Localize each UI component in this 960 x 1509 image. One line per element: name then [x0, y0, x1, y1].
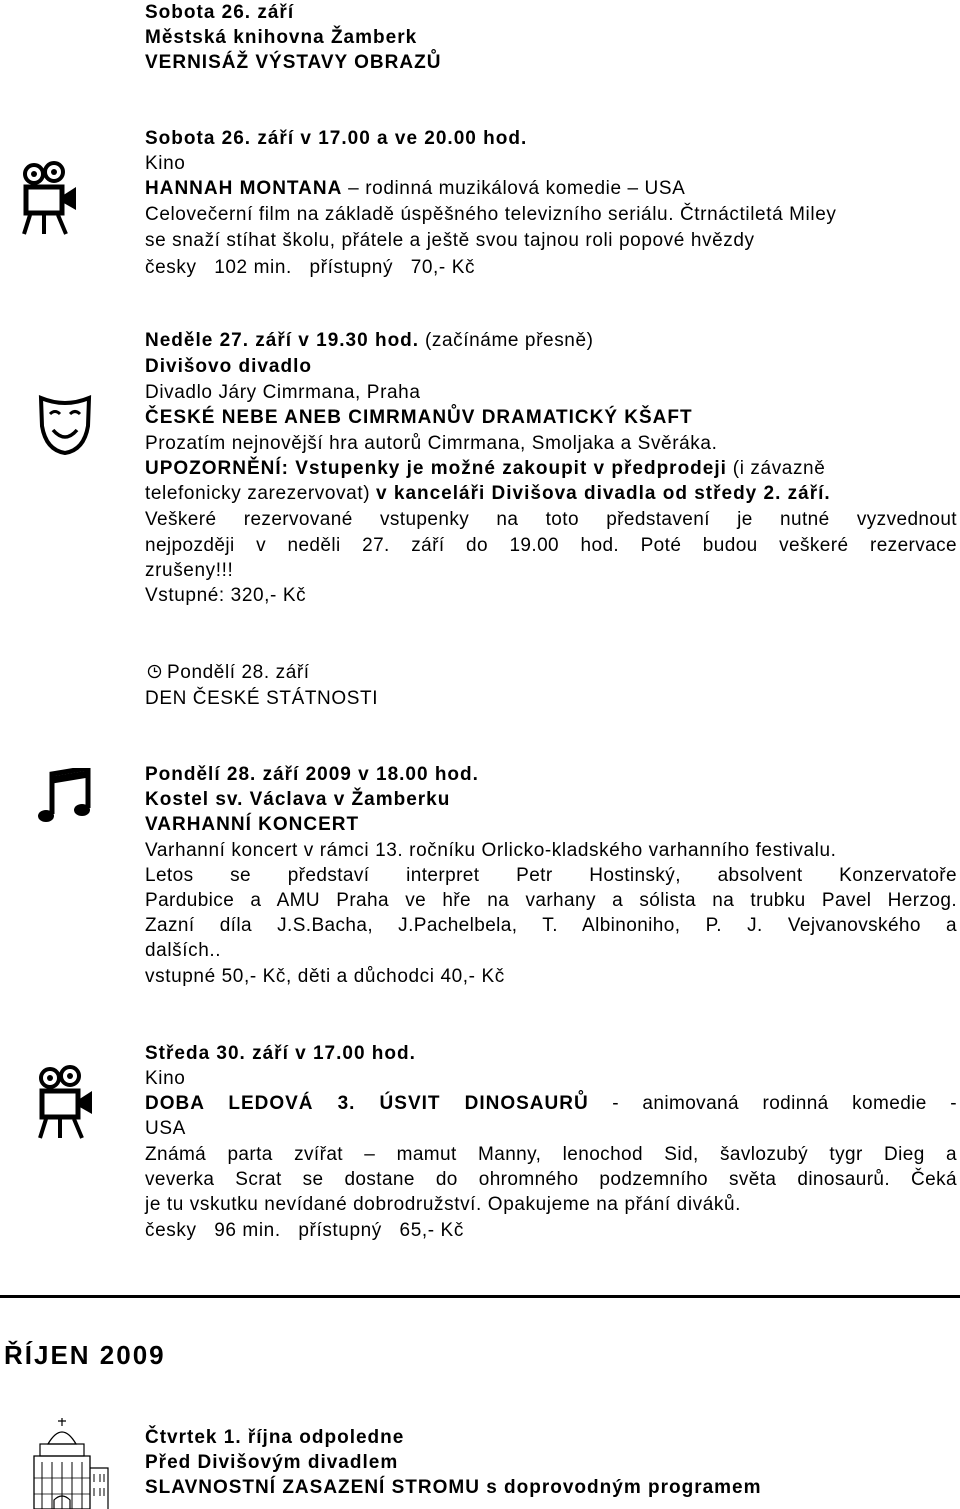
event-description: veverka Scrat se dostane do ohromného podzemního světa dinosaurů. Čeká — [145, 1169, 957, 1190]
event-description: Celovečerní film na základě úspěšného televizního seriálu. Čtrnáctiletá Miley — [145, 204, 837, 225]
notice-line-4: nejpozději v neděli 27. září do 19.00 hod. Poté budou veškeré rezervace — [145, 535, 957, 556]
event-price: Vstupné: 320,- Kč — [145, 585, 307, 606]
clock-icon — [147, 664, 162, 679]
movie-genre: - animovaná rodinná komedie - — [588, 1093, 957, 1114]
event-description: Varhanní koncert v rámci 13. ročníku Orlicko-kladského varhanního festivalu. — [145, 840, 837, 861]
month-heading: ŘÍJEN 2009 — [4, 1340, 166, 1370]
event-date-line — [145, 328, 594, 353]
event-price: vstupné 50,- Kč, děti a důchodci 40,- Kč — [145, 966, 505, 987]
event-place: Kostel sv. Václava v Žamberku — [145, 789, 451, 810]
section-divider — [0, 1295, 960, 1298]
event-date: Pondělí 28. září — [167, 662, 310, 683]
event-description: je tu vskutku nevídané dobrodružství. Opakujeme na přání diváků. — [145, 1194, 742, 1215]
event-title-line — [145, 1091, 957, 1116]
event-place: Kino — [145, 153, 186, 174]
event-date: Sobota 26. září — [145, 2, 295, 23]
notice-normal: (i závazně — [726, 458, 826, 479]
event-company: Divadlo Járy Cimrmana, Praha — [145, 382, 421, 403]
event-title-line — [145, 176, 685, 201]
movie-title: DOBA LEDOVÁ 3. ÚSVIT DINOSAURŮ — [145, 1093, 589, 1114]
event-description: se snaží stíhat školu, přátele a ještě svou tajnou roli popové hvězdy — [145, 230, 755, 251]
event-title: VARHANNÍ KONCERT — [145, 814, 360, 835]
movie-origin: USA — [145, 1118, 186, 1139]
event-title: DEN ČESKÉ STÁTNOSTI — [145, 688, 379, 709]
event-info: česky 102 min. přístupný 70,- Kč — [145, 257, 476, 278]
event-place: Divišovo divadlo — [145, 356, 312, 377]
event-place: Městská knihovna Žamberk — [145, 27, 418, 48]
event-info: česky 96 min. přístupný 65,- Kč — [145, 1220, 464, 1241]
theater-mask-icon — [36, 392, 94, 456]
notice-bold: v kanceláři Divišova divadla od středy 2. září. — [376, 483, 831, 504]
event-title: SLAVNOSTNÍ ZASAZENÍ STROMU s doprovodným programem — [145, 1477, 762, 1498]
event-date: Pondělí 28. září 2009 v 18.00 hod. — [145, 764, 479, 785]
event-title: VERNISÁŽ VÝSTAVY OBRAZŮ — [145, 52, 442, 73]
movie-title: HANNAH MONTANA — [145, 178, 343, 199]
event-date: Sobota 26. září v 17.00 a ve 20.00 hod. — [145, 128, 528, 149]
notice-bold: UPOZORNĚNÍ: Vstupenky je možné zakoupit v předprodeji — [145, 458, 727, 479]
event-place: Kino — [145, 1068, 186, 1089]
event-description: Zazní díla J.S.Bacha, J.Pachelbela, T. Albinoniho, P. J. Vejvanovského a — [145, 915, 957, 936]
music-notes-icon — [38, 768, 94, 830]
event-description: Letos se představí interpret Petr Hostinský, absolvent Konzervatoře — [145, 865, 957, 886]
notice-line-3: Veškeré rezervované vstupenky na toto představení je nutné vyzvednout — [145, 509, 957, 530]
event-date: Čtvrtek 1. října odpoledne — [145, 1427, 405, 1448]
event-date: Neděle 27. září v 19.30 hod. — [145, 330, 420, 351]
notice-line-5: zrušeny!!! — [145, 560, 234, 581]
event-description: Známá parta zvířat – mamut Manny, lenochod Sid, šavlozubý tygr Dieg a — [145, 1144, 957, 1165]
event-date-note: (začínáme přesně) — [419, 330, 594, 351]
event-description: Prozatím nejnovější hra autorů Cimrmana, Smoljaka a Svěráka. — [145, 433, 718, 454]
film-camera-icon — [20, 160, 80, 236]
event-date: Středa 30. září v 17.00 hod. — [145, 1043, 416, 1064]
film-camera-icon — [36, 1064, 96, 1140]
event-description: dalších.. — [145, 940, 222, 961]
notice-normal: telefonicky zarezervovat) — [145, 483, 377, 504]
event-title: ČESKÉ NEBE ANEB CIMRMANŮV DRAMATICKÝ KŠAFT — [145, 407, 693, 428]
theater-building-icon — [28, 1416, 110, 1509]
event-description: Pardubice a AMU Praha ve hře na varhany a sólista na trubku Pavel Herzog. — [145, 890, 957, 911]
notice-line-1 — [145, 456, 825, 481]
event-place: Před Divišovým divadlem — [145, 1452, 399, 1473]
movie-genre: – rodinná muzikálová komedie – USA — [342, 178, 686, 199]
notice-line-2 — [145, 481, 831, 506]
